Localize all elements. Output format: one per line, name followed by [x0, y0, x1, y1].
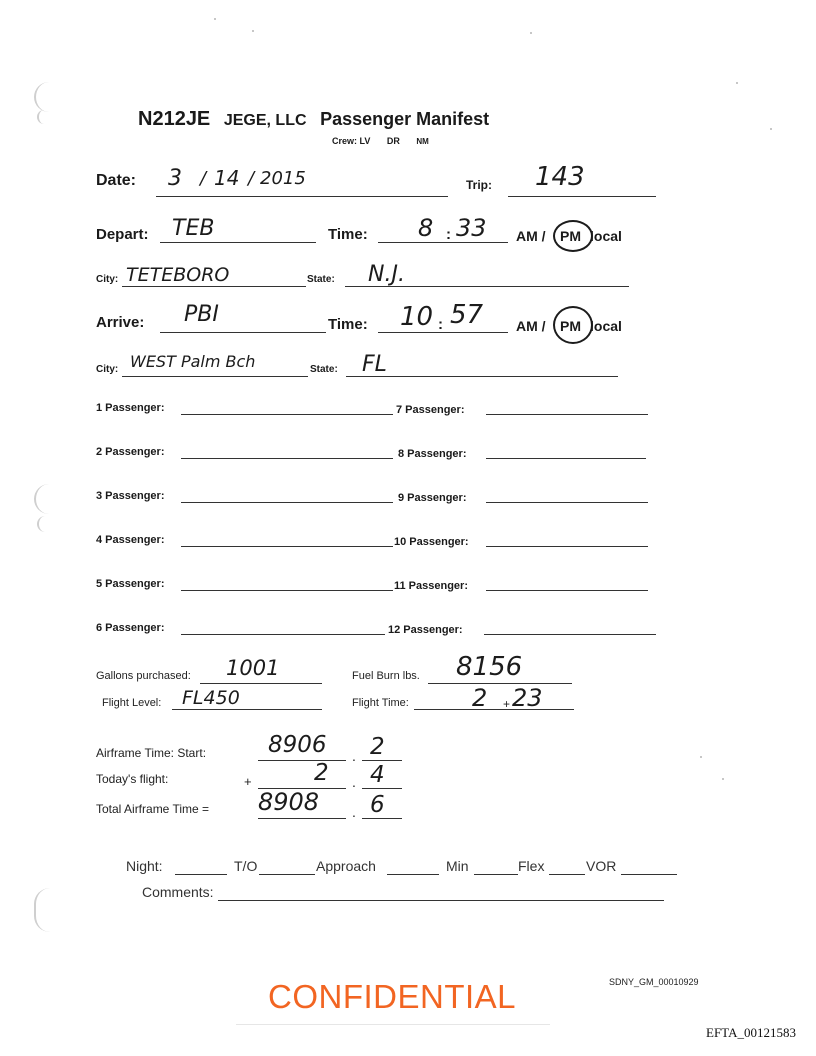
punch-hole-middle-lower [37, 516, 53, 532]
airframe-start-dot: . [352, 748, 356, 764]
speck [722, 778, 724, 780]
depart-am-label: AM / [516, 228, 546, 244]
depart-state-label: State: [307, 274, 335, 285]
arrive-label: Arrive: [96, 314, 145, 331]
trip-value: 143 [535, 162, 585, 192]
arrive-time-line [378, 332, 508, 333]
depart-city-label: City: [96, 274, 119, 285]
arrive-state-label: State: [310, 364, 338, 375]
date-sep-2: / [248, 168, 255, 189]
passenger-label-11: 11 Passenger: [394, 580, 468, 592]
passenger-label-7: 7 Passenger: [396, 404, 465, 416]
flex-label: Flex [518, 858, 545, 874]
passenger-line-9[interactable] [486, 502, 648, 503]
todays-flight-dot: . [352, 774, 356, 790]
depart-pm-circle [553, 220, 593, 252]
gallons-line [200, 683, 322, 684]
arrive-minute: 57 [450, 300, 484, 330]
night-label: Night: [126, 858, 163, 874]
depart-airport: TEB [172, 216, 215, 241]
depart-local-label: local [590, 228, 622, 244]
arrive-local-label: local [590, 318, 622, 334]
passenger-label-3: 3 Passenger: [96, 490, 165, 502]
passenger-label-5: 5 Passenger: [96, 578, 165, 590]
date-month: 3 [168, 166, 182, 191]
depart-line [160, 242, 316, 243]
flight-time-hours: 2 [472, 684, 488, 712]
passenger-line-4[interactable] [181, 546, 393, 547]
crew-1: LV [359, 136, 371, 146]
crew-3: NM [416, 137, 429, 146]
manifest-title: Passenger Manifest [320, 109, 490, 129]
efta-number: EFTA_00121583 [706, 1025, 796, 1040]
arrive-state: FL [362, 352, 387, 377]
arrive-pm-circle [553, 306, 593, 344]
passenger-line-8[interactable] [486, 458, 646, 459]
arrive-city: WEST Palm Bch [130, 352, 256, 371]
depart-time-line [378, 242, 508, 243]
speck [770, 128, 772, 130]
total-airframe-dot: . [352, 804, 356, 820]
punch-hole-bottom [34, 888, 60, 932]
crew-2: DR [386, 136, 400, 146]
airframe-start-dec-line [362, 760, 402, 761]
gallons-value: 1001 [226, 656, 280, 680]
gallons-label: Gallons purchased: [96, 670, 191, 682]
todays-flight-dec-line [362, 788, 402, 789]
passenger-line-5[interactable] [181, 590, 393, 591]
passenger-line-11[interactable] [486, 590, 648, 591]
passenger-line-10[interactable] [486, 546, 648, 547]
passenger-line-12[interactable] [484, 634, 656, 635]
night-line[interactable] [175, 874, 227, 875]
total-airframe-whole: 8908 [258, 788, 320, 816]
depart-colon: : [446, 226, 451, 243]
passenger-line-7[interactable] [486, 414, 648, 415]
speck [214, 18, 216, 20]
min-label: Min [446, 858, 469, 874]
date-label: Date: [96, 172, 137, 189]
passenger-label-10: 10 Passenger: [394, 536, 469, 548]
passenger-line-3[interactable] [181, 502, 393, 503]
trip-label: Trip: [466, 178, 492, 192]
depart-city: TETEBORO [126, 264, 230, 286]
flight-time-plus: + [503, 697, 511, 711]
todays-flight-label: Today's flight: [96, 772, 169, 786]
total-airframe-label: Total Airframe Time = [96, 802, 210, 816]
arrive-am-label: AM / [516, 318, 546, 334]
min-line[interactable] [474, 874, 518, 875]
bottom-faint-line [236, 1024, 550, 1025]
passenger-line-2[interactable] [181, 458, 393, 459]
passenger-label-4: 4 Passenger: [96, 534, 165, 546]
fuel-burn-line [428, 683, 572, 684]
todays-flight-whole: 2 [314, 760, 329, 786]
header-title-row [138, 108, 489, 131]
speck [700, 756, 702, 758]
approach-label: Approach [316, 858, 376, 874]
flight-level-label: Flight Level: [102, 697, 162, 709]
airframe-start-whole-line [258, 760, 346, 761]
arrive-time-label: Time: [328, 316, 368, 333]
passenger-label-6: 6 Passenger: [96, 622, 165, 634]
depart-pm-label: PM [560, 228, 581, 244]
arrive-hour: 10 [400, 302, 434, 332]
speck [530, 32, 532, 34]
arrive-pm-label: PM [560, 318, 581, 334]
flight-time-label: Flight Time: [352, 697, 409, 709]
fuel-burn-label: Fuel Burn lbs. [352, 670, 420, 682]
total-airframe-whole-line [258, 818, 346, 819]
punch-hole-middle [34, 484, 60, 514]
bates-number: SDNY_GM_00010929 [609, 977, 699, 987]
total-airframe-dec: 6 [370, 792, 385, 818]
crew-label: Crew: [332, 136, 358, 146]
passenger-line-6[interactable] [181, 634, 385, 635]
passenger-line-1[interactable] [181, 414, 393, 415]
todays-flight-dec: 4 [370, 762, 385, 788]
todays-flight-plus: + [244, 774, 252, 789]
date-day: 14 [214, 166, 240, 190]
flex-line[interactable] [549, 874, 585, 875]
arrive-city-label: City: [96, 364, 119, 375]
takeoff-line[interactable] [259, 874, 315, 875]
depart-hour: 8 [418, 214, 434, 242]
comments-line[interactable] [218, 900, 664, 901]
passenger-label-2: 2 Passenger: [96, 446, 165, 458]
depart-state: N.J. [368, 262, 405, 287]
comments-label: Comments: [142, 884, 214, 900]
passenger-label-12: 12 Passenger: [388, 624, 463, 636]
fuel-burn-value: 8156 [456, 652, 523, 682]
takeoff-label: T/O [234, 858, 258, 874]
vor-line[interactable] [621, 874, 677, 875]
arrive-line [160, 332, 326, 333]
speck [736, 82, 738, 84]
arrive-colon: : [438, 316, 443, 333]
trip-line [508, 196, 656, 197]
depart-time-label: Time: [328, 226, 368, 243]
tail-number: N212JE [138, 108, 211, 130]
arrive-airport: PBI [184, 302, 219, 327]
flight-level-value: FL450 [182, 687, 240, 709]
airframe-start-whole: 8906 [268, 732, 327, 758]
speck [252, 30, 254, 32]
confidential-stamp: CONFIDENTIAL [268, 978, 517, 1015]
approach-line[interactable] [387, 874, 439, 875]
company-name: JEGE, LLC [223, 112, 307, 129]
depart-label: Depart: [96, 226, 149, 243]
vor-label: VOR [586, 858, 617, 874]
airframe-start-label: Airframe Time: Start: [96, 746, 207, 760]
date-line [156, 196, 448, 197]
flight-time-line [414, 709, 574, 710]
crew-row [332, 136, 429, 146]
depart-minute: 33 [456, 214, 487, 242]
arrive-city-line [122, 376, 308, 377]
date-year: 2015 [260, 168, 306, 189]
airframe-start-dec: 2 [370, 734, 385, 760]
depart-city-line [122, 286, 306, 287]
passenger-label-1: 1 Passenger: [96, 402, 165, 414]
total-airframe-dec-line [362, 818, 402, 819]
punch-hole-top-lower [37, 110, 53, 124]
date-sep-1: / [200, 168, 207, 189]
passenger-label-9: 9 Passenger: [398, 492, 467, 504]
flight-level-line [172, 709, 322, 710]
passenger-label-8: 8 Passenger: [398, 448, 467, 460]
flight-time-minutes: 23 [512, 684, 543, 712]
punch-hole-top [34, 82, 60, 112]
